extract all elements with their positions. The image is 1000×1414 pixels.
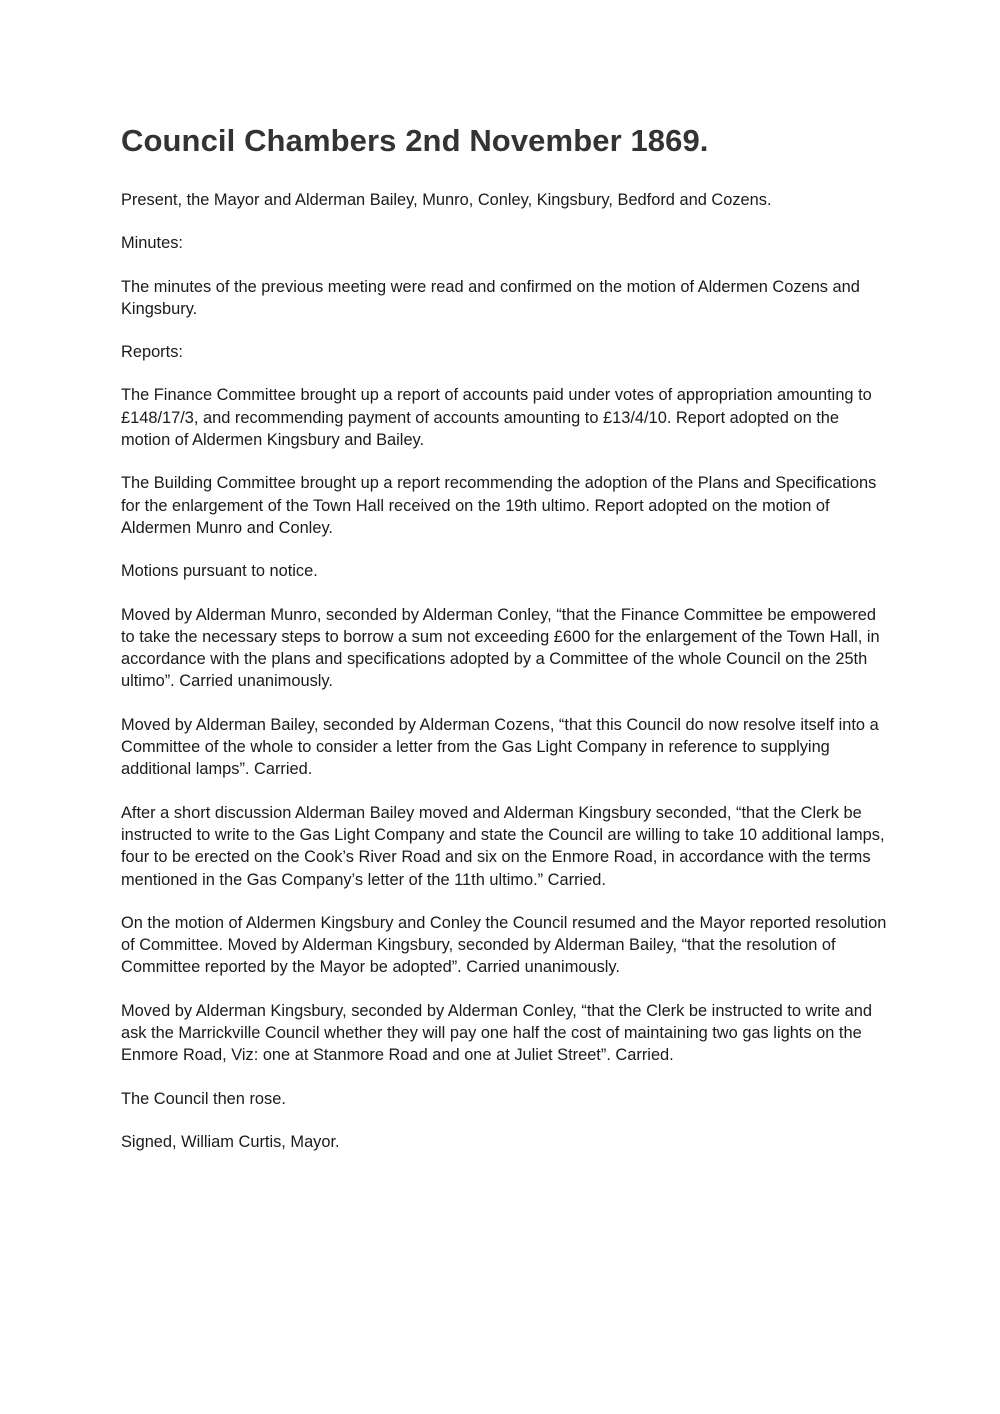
page-title: Council Chambers 2nd November 1869. [121, 123, 709, 158]
section-heading-minutes: Minutes: [121, 234, 183, 253]
closing-paragraph: The Council then rose. [121, 1089, 286, 1108]
signature-line: Signed, William Curtis, Mayor. [121, 1132, 340, 1151]
building-report-paragraph: The Building Committee brought up a report recommending the adoption of the Plans and Specifications for the enlargement of the Town Hall received on the 19th ultimo. Report adopted on the motion of Aldermen Munro and Conley. [121, 474, 877, 537]
minutes-paragraph: The minutes of the previous meeting were read and confirmed on the motion of Aldermen Cozens and Kingsbury. [121, 277, 860, 318]
resolution-paragraph: On the motion of Aldermen Kingsbury and Conley the Council resumed and the Mayor reported resolution of Committee. Moved by Alderman Kingsbury, seconded by Alderman Bailey, “that the resolution of Committee reported by the Mayor be adopted”. Carried unanimously. [121, 913, 887, 977]
motion-paragraph: Moved by Alderman Kingsbury, seconded by Alderman Conley, “that the Clerk be instructed to write and ask the Marrickville Council whether they will pay one half the cost of maintaining two gas lights on the Enmore Road, Viz: one at Stanmore Road and one at Juliet Street”. Carried. [121, 1001, 873, 1065]
section-heading-motions: Motions pursuant to notice. [121, 562, 318, 581]
attendance-paragraph: Present, the Mayor and Alderman Bailey, Munro, Conley, Kingsbury, Bedford and Cozens. [121, 191, 772, 209]
motion-paragraph: Moved by Alderman Munro, seconded by Alderman Conley, “that the Finance Committee be empowered to take the necessary steps to borrow a sum not exceeding £600 for the enlargement of the Town Hall, in accordance with the plans and specifications adopted by a Committee of the whole Council on the 25th ultimo”. Carried unanimously. [121, 605, 880, 691]
document-page [121, 122, 891, 1174]
motion-paragraph: Moved by Alderman Bailey, seconded by Alderman Cozens, “that this Council do now resolve itself into a Committee of the whole to consider a letter from the Gas Light Company in reference to supplying additional lamps”. Carried. [121, 715, 879, 779]
discussion-paragraph: After a short discussion Alderman Bailey moved and Alderman Kingsbury seconded, “that the Clerk be instructed to write to the Gas Light Company and state the Council are willing to take 10 additional lamps, four to be erected on the Cook’s River Road and six on the Enmore Road, in accordance with the terms mentioned in the Gas Company’s letter of the 11th ultimo.” Carried. [121, 803, 885, 889]
section-heading-reports: Reports: [121, 343, 183, 362]
finance-report-paragraph: The Finance Committee brought up a report of accounts paid under votes of appropriation amounting to £148/17/3, and recommending payment of accounts amounting to £13/4/10. Report adopted on the motion of Aldermen Kingsbury and Bailey. [121, 386, 872, 450]
